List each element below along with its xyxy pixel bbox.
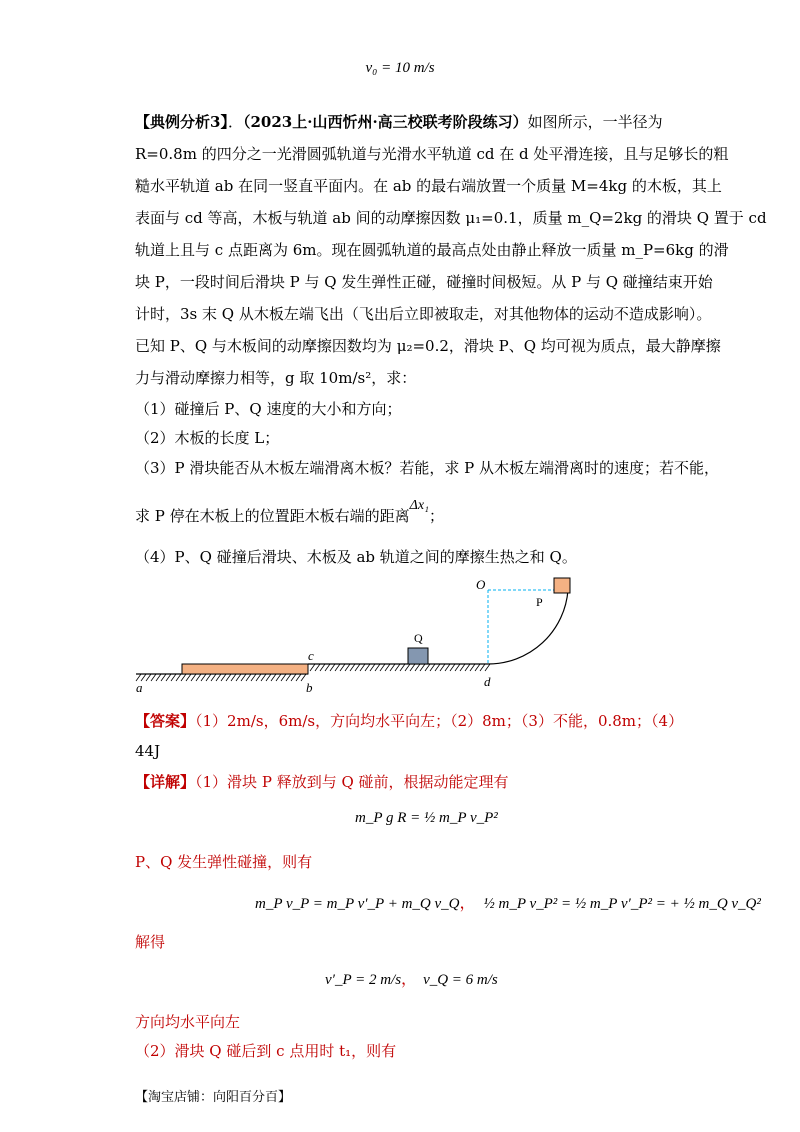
hatch-mark <box>325 664 330 671</box>
hatch-mark <box>350 664 355 671</box>
problem-line-6: 计时，3s 末 Q 从木板左端飞出（飞出后立即被取走，对其他物体的运动不造成影响）。 <box>135 305 712 323</box>
solution-line-1 <box>135 772 509 792</box>
hatch-mark <box>236 674 241 681</box>
hatch-mark <box>475 664 480 671</box>
problem-line-1: R=0.8m 的四分之一光滑圆弧轨道与光滑水平轨道 cd 在 d 处平滑连接，且与足够长的粗 <box>135 145 729 163</box>
hatch-mark <box>271 674 276 681</box>
hatch-mark <box>385 664 390 671</box>
hatch-mark <box>370 664 375 671</box>
hatch-mark <box>360 664 365 671</box>
hatch-mark <box>335 664 340 671</box>
solution-line-5: （2）滑块 Q 碰后到 c 点用时 t₁，则有 <box>135 1042 397 1060</box>
wood-board <box>182 664 308 674</box>
problem-source: （2023上·山西忻州·高三校联考阶段练习） <box>242 113 528 131</box>
hatch-mark <box>201 674 206 681</box>
hatch-mark <box>435 664 440 671</box>
energy-conservation-equation: ½ m_P v_P² = ½ m_P v′_P² = + ½ m_Q v_Q² <box>483 896 761 912</box>
hatch-mark <box>365 664 370 671</box>
hatch-mark <box>410 664 415 671</box>
momentum-equation: m_P v_P = m_P v′_P + m_Q v_Q <box>255 896 460 912</box>
hatch-mark <box>340 664 345 671</box>
hatch-mark <box>375 664 380 671</box>
hatch-mark <box>231 674 236 681</box>
problem-line-8: 力与滑动摩擦力相等，g 取 10m/s²，求： <box>135 369 417 387</box>
hatch-mark <box>430 664 435 671</box>
hatch-mark <box>485 664 490 671</box>
answer-cont: 44J <box>135 742 161 760</box>
hatch-mark <box>256 674 261 681</box>
hatch-mark <box>405 664 410 671</box>
answer-tag: 【答案】 <box>135 712 196 730</box>
hatch-mark <box>171 674 176 681</box>
footer-shop-note: 【淘宝店铺：向阳百分百】 <box>135 1090 292 1105</box>
block-p <box>554 578 570 593</box>
hatch-mark <box>191 674 196 681</box>
hatch-mark <box>221 674 226 681</box>
question-1: （1）碰撞后 P、Q 速度的大小和方向； <box>135 400 402 418</box>
hatch-mark <box>330 664 335 671</box>
hatch-mark <box>440 664 445 671</box>
question-4: （4）P、Q 碰撞后滑块、木板及 ab 轨道之间的摩擦生热之和 Q。 <box>135 548 577 566</box>
problem-sep: ． <box>227 113 243 131</box>
hatch-mark <box>186 674 191 681</box>
hatch-mark <box>355 664 360 671</box>
solution-line-4: 方向均水平向左 <box>135 1013 241 1031</box>
label-b: b <box>306 680 313 695</box>
hatch-mark <box>261 674 266 681</box>
hatch-mark <box>216 674 221 681</box>
hatching-cd <box>310 664 490 671</box>
solution-line-2: P、Q 发生弹性碰撞，则有 <box>135 853 313 871</box>
question-2: （2）木板的长度 L； <box>135 429 280 447</box>
hatch-mark <box>291 674 296 681</box>
hatch-mark <box>246 674 251 681</box>
hatch-mark <box>310 664 315 671</box>
hatch-mark <box>470 664 475 671</box>
hatch-mark <box>181 674 186 681</box>
hatch-mark <box>455 664 460 671</box>
equation-results <box>325 966 498 989</box>
hatch-mark <box>286 674 291 681</box>
question-3-end: ； <box>428 507 444 525</box>
equation-energy: m_P g R = ½ m_P v_P² <box>355 810 498 826</box>
hatch-mark <box>345 664 350 671</box>
hatch-mark <box>395 664 400 671</box>
hatch-mark <box>146 674 151 681</box>
problem-line-3: 表面与 cd 等高，木板与轨道 ab 间的动摩擦因数 μ₁=0.1，质量 m_Q=2kg 的滑块 Q 置于 cd <box>135 209 767 227</box>
label-p: P <box>536 595 543 609</box>
hatch-mark <box>211 674 216 681</box>
problem-line-2: 糙水平轨道 ab 在同一竖直平面内。在 ab 的最右端放置一个质量 M=4kg 的木板，其上 <box>135 177 722 195</box>
question-3-text: 求 P 停在木板上的位置距木板右端的距离 <box>135 507 410 525</box>
answer-text: （1）2m/s，6m/s，方向均水平向左；（2）8m；（3）不能，0.8m；（4） <box>195 712 684 730</box>
hatch-mark <box>390 664 395 671</box>
hatch-mark <box>241 674 246 681</box>
hatch-mark <box>445 664 450 671</box>
answer-line <box>135 711 683 731</box>
result-vq: v_Q = 6 m/s <box>423 972 498 988</box>
solution-tag: 【详解】 <box>135 773 196 791</box>
eq3-separator: ， <box>401 969 418 988</box>
hatch-mark <box>151 674 156 681</box>
hatch-mark <box>465 664 470 671</box>
delta-x1-symbol: Δx₁ <box>409 498 429 513</box>
label-d: d <box>484 674 491 689</box>
problem-heading <box>135 112 663 132</box>
problem-line-7: 已知 P、Q 与木板间的动摩擦因数均为 μ₂=0.2，滑块 P、Q 均可视为质点，最大静摩擦 <box>135 337 721 355</box>
label-o: O <box>476 577 486 592</box>
hatch-mark <box>156 674 161 681</box>
hatch-mark <box>460 664 465 671</box>
top-equation: v₀ = 10 m/s <box>365 60 435 76</box>
hatch-mark <box>415 664 420 671</box>
result-vp: v′_P = 2 m/s <box>325 972 402 988</box>
hatch-mark <box>196 674 201 681</box>
question-3: （3）P 滑块能否从木板左端滑离木板？若能，求 P 从木板左端滑离时的速度；若不能， <box>135 459 720 477</box>
hatch-mark <box>315 664 320 671</box>
question-3-cont <box>135 498 444 528</box>
hatch-mark <box>296 674 301 681</box>
hatching-ab <box>136 674 306 681</box>
eq2-separator: ， <box>459 893 476 912</box>
solution-line-3: 解得 <box>135 933 166 951</box>
hatch-mark <box>206 674 211 681</box>
hatch-mark <box>480 664 485 671</box>
problem-line-5: 块 P，一段时间后滑块 P 与 Q 发生弹性正碰，碰撞时间极短。从 P 与 Q 碰撞结束开始 <box>135 273 713 291</box>
hatch-mark <box>276 674 281 681</box>
hatch-mark <box>380 664 385 671</box>
solution-intro: （1）滑块 P 释放到与 Q 碰前，根据动能定理有 <box>195 773 509 791</box>
hatch-mark <box>281 674 286 681</box>
hatch-mark <box>420 664 425 671</box>
hatch-mark <box>176 674 181 681</box>
block-q <box>408 648 428 664</box>
hatch-mark <box>450 664 455 671</box>
track-diagram <box>130 572 590 702</box>
label-q: Q <box>414 631 423 645</box>
hatch-mark <box>320 664 325 671</box>
problem-tag: 【典例分析3】 <box>135 113 228 131</box>
hatch-mark <box>251 674 256 681</box>
arc-track <box>488 590 568 664</box>
hatch-mark <box>226 674 231 681</box>
label-c: c <box>308 648 314 663</box>
hatch-mark <box>161 674 166 681</box>
problem-line-0: 如图所示，一半径为 <box>527 113 663 131</box>
equation-collision <box>255 890 761 913</box>
problem-line-4: 轨道上且与 c 点距离为 6m。现在圆弧轨道的最高点处由静止释放一质量 m_P=6kg 的滑 <box>135 241 729 259</box>
hatch-mark <box>425 664 430 671</box>
hatch-mark <box>400 664 405 671</box>
label-a: a <box>136 680 143 695</box>
hatch-mark <box>166 674 171 681</box>
hatch-mark <box>266 674 271 681</box>
